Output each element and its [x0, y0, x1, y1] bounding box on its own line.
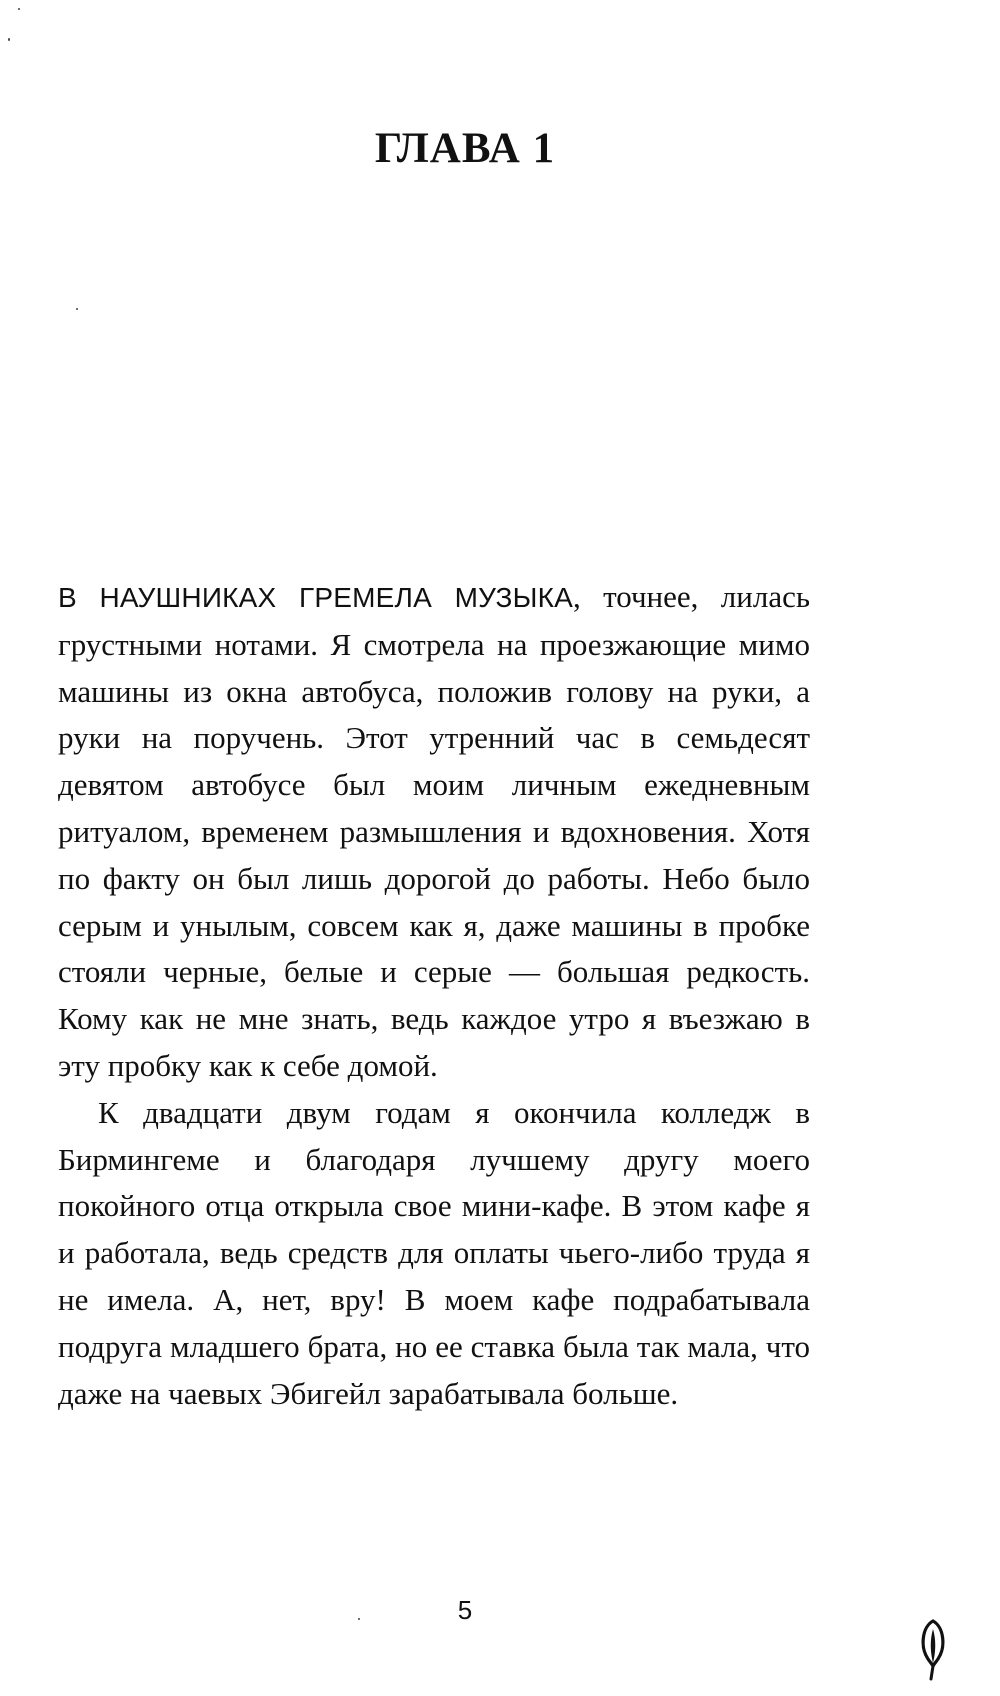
- paragraph-1: [58, 574, 810, 1090]
- leaf-mark-icon: [917, 1617, 949, 1683]
- paragraph-1-text: , точнее, лилась грустными нотами. Я смотрела на проезжающие мимо машины из окна автобуса, положив голову на руки, а руки на поручень. Этот утренний час в семьдесят девятом автобусе был моим личным ежедневным ритуалом, временем размышления и вдохновения. Хотя по факту он был лишь дорогой до работы. Небо было серым и унылым, совсем как я, даже машины в пробке стояли черные, белые и серые — большая редкость. Кому как не мне знать, ведь каждое утро я въезжаю в эту пробку как к себе домой.: [58, 579, 810, 1083]
- page-number: 5: [457, 1595, 473, 1625]
- scan-speck: [76, 308, 78, 310]
- paragraph-2: К двадцати двум годам я окончила колледж в Бирмингеме и благодаря лучшему другу моего покойного отца открыла свое мини-кафе. В этом кафе я и работала, ведь средств для оплаты чьего-либо труда я не имела. А, нет, вру! В моем кафе подрабатывала подруга младшего брата, но ее ставка была так мала, что даже на чаевых Эбигейл зарабатывала больше.: [58, 1094, 810, 1411]
- paragraph-1-lead-caps: В НАУШНИКАХ ГРЕМЕЛА МУЗЫКА: [58, 582, 573, 613]
- chapter-body: [58, 574, 810, 1417]
- scan-speck: [18, 8, 20, 10]
- chapter-title: ГЛАВА 1: [374, 124, 556, 172]
- scan-speck: [8, 38, 10, 41]
